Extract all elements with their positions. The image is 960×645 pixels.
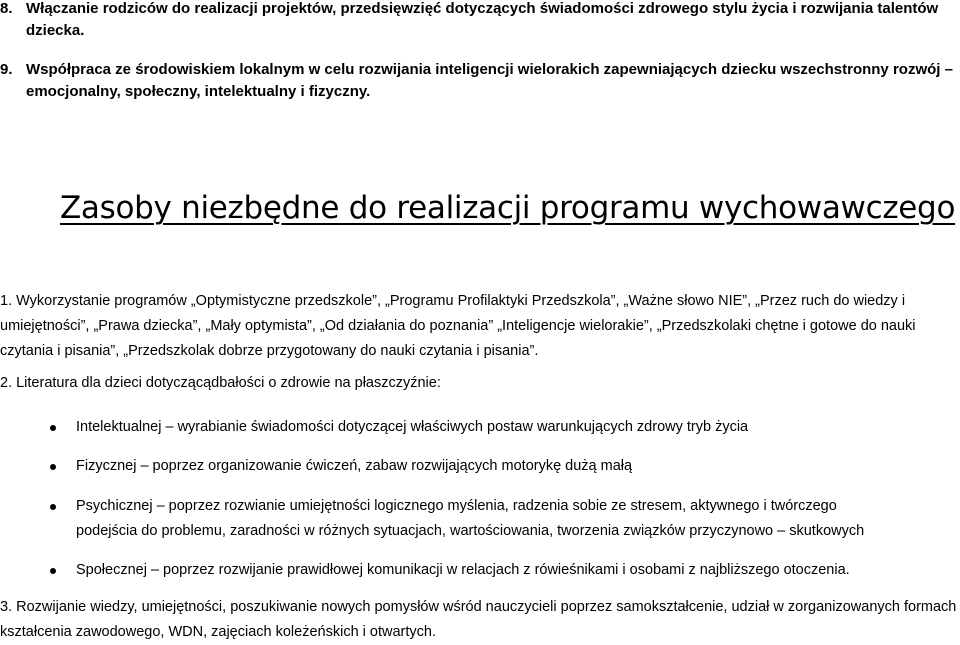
bullet-line: Intelektualnej – wyrabianie świadomości dotyczącej właściwych postaw warunkujących zdrowy tryb życia (76, 419, 749, 435)
section-heading: Zasoby niezbędne do realizacji programu wychowawczego (60, 190, 956, 226)
bullet-line: Psychicznej – poprzez rozwianie umiejętności logicznego myślenia, radzenia sobie ze stresem, aktywnego i twórczego (76, 498, 837, 514)
resource-item-3: 3. Rozwijanie wiedzy, umiejętności, poszukiwanie nowych pomysłów wśród nauczycieli poprzez samokształcenie, udział w zorganizowanych formach kształcenia zawodowego, WDN, zajęciach koleżeńskich i otwartych. (0, 599, 957, 640)
bullet-line: podejścia do problemu, zaradności w różnych sytuacjach, wartościowania, tworzenia związków przyczynowo – skutkowych (76, 523, 865, 539)
bullet-line: Fizycznej – poprzez organizowanie ćwiczeń, zabaw rozwijających motorykę dużą małą (76, 458, 633, 474)
bullet-dot (50, 464, 56, 470)
bullet-line: Społecznej – poprzez rozwijanie prawidłowej komunikacji w relacjach z rówieśnikami i osobami z najbliższego otoczenia. (76, 562, 850, 578)
list-item-text: Współpraca ze środowiskiem lokalnym w celu rozwijania inteligencji wielorakich zapewniających dziecku wszechstronny rozwój – emocjonalny, społeczny, intelektualny i fizyczny. (26, 61, 953, 100)
resource-item-2: 2. Literatura dla dzieci dotyczącądbałości o zdrowie na płaszczyźnie: (0, 375, 441, 391)
resource-item-1: 1. Wykorzystanie programów „Optymistyczne przedszkole”, „Programu Profilaktyki Przedszkola”, „Ważne słowo NIE”, „Przez ruch do wiedzy i umiejętności”, „Prawa dziecka”, „Mały optymista”, „Od działania do poznania” „Inteligencje wielorakie”, „Przedszkolaki chętne i gotowe do nauki czytania i pisania”, „Przedszkolak dobrze przygotowany do nauki czytania i pisania”. (0, 293, 916, 359)
list-item-number: 8. (0, 0, 13, 17)
list-item-8 (0, 0, 958, 42)
list-item-number: 9. (0, 61, 13, 78)
list-item-text: Włączanie rodziców do realizacji projektów, przedsięwzięć dotyczących świadomości zdrowego stylu życia i rozwijania talentów dziecka. (26, 0, 939, 39)
bullet-dot (50, 504, 56, 510)
bullet-dot (50, 425, 56, 431)
bullet-dot (50, 568, 56, 574)
list-item-9 (0, 59, 958, 103)
